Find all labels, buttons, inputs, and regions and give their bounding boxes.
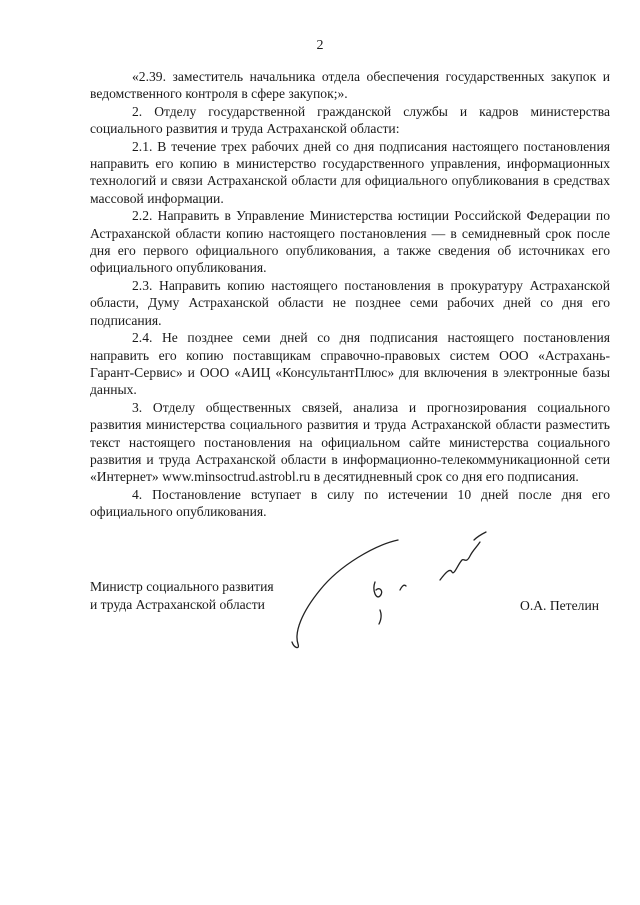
page-number: 2 xyxy=(316,38,324,53)
signer-position-line1: Министр социального развития xyxy=(90,579,274,594)
paragraph-4: 4. Постановление вступает в силу по истечении 10 дней после дня его официального опубликования. xyxy=(90,486,610,520)
paragraph-2-2: 2.2. Направить в Управление Министерства юстиции Российской Федерации по Астраханской области копию настоящего постановления — в семидневный срок после дня его первого официального опубликования, а также сведения об источниках его официального опубликования. xyxy=(90,208,610,276)
paragraph-2-1: 2.1. В течение трех рабочих дней со дня подписания настоящего постановления направить его копию в министерство государственного управления, информационных технологий и связи Астраханской области для официального опубликования в средствах массовой информации. xyxy=(90,138,610,206)
handwritten-signature xyxy=(280,520,510,670)
paragraph-2-39: «2.39. заместитель начальника отдела обеспечения государственных закупок и ведомственного контроля в сфере закупок;». xyxy=(90,69,610,102)
signer-position xyxy=(90,578,274,613)
signer-name: О.А. Петелин xyxy=(520,598,599,613)
document-body xyxy=(90,68,610,521)
paragraph-3: 3. Отделу общественных связей, анализа и прогнозирования социального развития министерства социального развития и труда Астраханской области разместить текст настоящего постановления на официальном сайте министерства социального развития и труда Астраханской области в информационно-телекоммуникационной сети «Интернет» www.minsoctrud.astrobl.ru в десятидневный срок со дня его подписания. xyxy=(90,399,610,485)
paragraph-2-3: 2.3. Направить копию настоящего постановления в прокуратуру Астраханской области, Думу Астраханской области не позднее семи рабочих дней со дня его подписания. xyxy=(90,277,610,328)
paragraph-2-4: 2.4. Не позднее семи дней со дня подписания настоящего постановления направить его копию поставщикам справочно-правовых систем ООО «Астрахань-Гарант-Сервис» и ООО «АИЦ «КонсультантПлюс» для включения в электронные базы данных. xyxy=(90,330,610,398)
signer-position-line2: и труда Астраханской области xyxy=(90,596,265,612)
paragraph-2: 2. Отделу государственной гражданской службы и кадров министерства социального развития и труда Астраханской области: xyxy=(90,103,610,137)
